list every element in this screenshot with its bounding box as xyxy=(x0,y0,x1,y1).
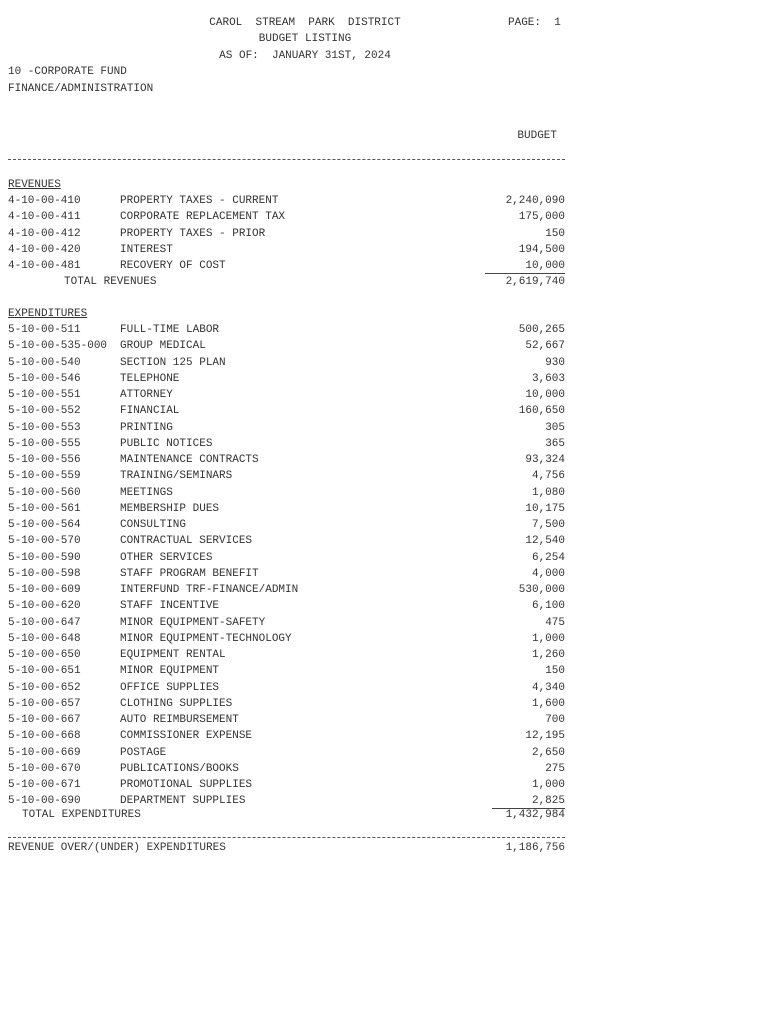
table-row xyxy=(8,323,565,339)
table-row xyxy=(8,599,565,615)
table-row xyxy=(8,210,565,226)
budget-amount: 1,260 xyxy=(531,649,565,661)
account-number: 5-10-00-555 xyxy=(8,437,81,450)
total-expenditures-label: TOTAL EXPENDITURES xyxy=(22,809,141,821)
fund-name: 10 -CORPORATE FUND xyxy=(8,66,127,78)
account-number: 5-10-00-651 xyxy=(8,665,81,678)
expenditures-heading: EXPENDITURES xyxy=(8,308,88,320)
account-number: 5-10-00-564 xyxy=(8,519,81,531)
budget-amount: 700 xyxy=(545,714,565,726)
account-number: 4-10-00-481 xyxy=(8,260,81,273)
budget-amount: 2,650 xyxy=(531,746,565,759)
table-row xyxy=(8,421,565,437)
account-description: GROUP MEDICAL xyxy=(120,340,206,353)
account-description: CONSULTING xyxy=(120,519,187,531)
account-number: 5-10-00-620 xyxy=(8,600,81,613)
account-description: INTEREST xyxy=(120,243,173,256)
account-description: POSTAGE xyxy=(120,746,167,759)
budget-amount: 475 xyxy=(545,616,565,629)
account-description: MEETINGS xyxy=(120,486,173,499)
account-number: 5-10-00-511 xyxy=(8,324,81,336)
account-number: 5-10-00-559 xyxy=(8,470,81,483)
budget-amount: 500,265 xyxy=(518,324,565,336)
budget-amount: 6,254 xyxy=(531,551,565,564)
account-description: RECOVERY OF COST xyxy=(120,260,226,273)
budget-amount: 150 xyxy=(545,665,565,678)
account-number: 5-10-00-598 xyxy=(8,567,81,580)
budget-amount: 2,825 xyxy=(492,794,565,809)
budget-amount: 1,000 xyxy=(531,632,565,645)
account-number: 5-10-00-648 xyxy=(8,632,81,645)
total-revenues-amount: 2,619,740 xyxy=(505,276,565,288)
account-description: EQUIPMENT RENTAL xyxy=(120,649,226,661)
budget-amount: 2,240,090 xyxy=(505,195,565,207)
account-description: COMMISSIONER EXPENSE xyxy=(120,730,253,743)
budget-amount: 530,000 xyxy=(518,584,565,596)
account-number: 4-10-00-410 xyxy=(8,195,81,207)
budget-amount: 4,340 xyxy=(531,681,565,694)
account-number: 5-10-00-671 xyxy=(8,779,81,791)
account-description: OFFICE SUPPLIES xyxy=(120,681,220,694)
table-row xyxy=(8,778,565,794)
budget-amount: 175,000 xyxy=(518,211,565,224)
table-row xyxy=(8,437,565,453)
account-number: 5-10-00-609 xyxy=(8,584,81,596)
table-row xyxy=(8,729,565,745)
account-number: 5-10-00-560 xyxy=(8,486,81,499)
budget-amount: 1,080 xyxy=(531,486,565,499)
budget-amount: 12,540 xyxy=(525,535,565,548)
table-row xyxy=(8,518,565,534)
account-description: DEPARTMENT SUPPLIES xyxy=(120,795,246,808)
footer-divider xyxy=(8,837,565,838)
account-number: 5-10-00-667 xyxy=(8,714,81,726)
table-row xyxy=(8,259,565,275)
table-row xyxy=(8,697,565,713)
budget-amount: 10,175 xyxy=(525,502,565,515)
account-description: TELEPHONE xyxy=(120,372,180,385)
account-description: INTERFUND TRF-FINANCE/ADMIN xyxy=(120,584,299,596)
budget-amount: 160,650 xyxy=(518,405,565,418)
account-description: CORPORATE REPLACEMENT TAX xyxy=(120,211,286,224)
budget-column-header: BUDGET xyxy=(517,130,557,142)
budget-amount: 4,756 xyxy=(531,470,565,483)
account-description: OTHER SERVICES xyxy=(120,551,213,564)
total-expenditures-amount: 1,432,984 xyxy=(505,809,565,821)
account-number: 5-10-00-647 xyxy=(8,616,81,629)
budget-amount: 7,500 xyxy=(531,519,565,531)
budget-amount: 194,500 xyxy=(518,243,565,256)
table-row xyxy=(8,243,565,259)
table-row xyxy=(8,713,565,729)
table-row xyxy=(8,502,565,518)
budget-amount: 275 xyxy=(545,762,565,775)
account-number: 5-10-00-546 xyxy=(8,372,81,385)
account-description: ATTORNEY xyxy=(120,389,173,401)
account-number: 5-10-00-570 xyxy=(8,535,81,548)
table-row xyxy=(8,534,565,550)
budget-amount: 6,100 xyxy=(531,600,565,613)
org-name: CAROL STREAM PARK DISTRICT xyxy=(209,17,401,29)
revenues-heading: REVENUES xyxy=(8,179,61,191)
table-row xyxy=(8,616,565,632)
table-row xyxy=(8,664,565,680)
department-name: FINANCE/ADMINISTRATION xyxy=(8,83,154,95)
account-description: MINOR EQUIPMENT-SAFETY xyxy=(120,616,266,629)
account-number: 5-10-00-551 xyxy=(8,389,81,401)
account-description: CONTRACTUAL SERVICES xyxy=(120,535,253,548)
account-description: PROPERTY TAXES - CURRENT xyxy=(120,195,279,207)
table-row xyxy=(8,551,565,567)
budget-amount: 150 xyxy=(545,227,565,240)
table-row xyxy=(8,339,565,355)
account-description: AUTO REIMBURSEMENT xyxy=(120,714,239,726)
table-row xyxy=(8,583,565,599)
page-number: PAGE: 1 xyxy=(508,17,561,29)
account-number: 4-10-00-411 xyxy=(8,211,81,224)
account-description: MAINTENANCE CONTRACTS xyxy=(120,454,259,466)
account-description: SECTION 125 PLAN xyxy=(120,356,226,369)
table-row xyxy=(8,404,565,420)
account-number: 4-10-00-420 xyxy=(8,243,81,256)
table-row xyxy=(8,681,565,697)
account-description: STAFF PROGRAM BENEFIT xyxy=(120,567,259,580)
account-description: PRINTING xyxy=(120,421,173,434)
budget-amount: 10,000 xyxy=(485,259,565,274)
account-number: 5-10-00-657 xyxy=(8,697,81,710)
table-row xyxy=(8,372,565,388)
net-label: REVENUE OVER/(UNDER) EXPENDITURES xyxy=(8,842,226,854)
account-number: 5-10-00-670 xyxy=(8,762,81,775)
table-row xyxy=(8,648,565,664)
budget-amount: 930 xyxy=(545,356,565,369)
account-number: 5-10-00-561 xyxy=(8,502,81,515)
net-amount: 1,186,756 xyxy=(505,842,565,854)
table-row xyxy=(8,194,565,210)
budget-amount: 93,324 xyxy=(525,454,565,466)
budget-amount: 1,600 xyxy=(531,697,565,710)
report-title: BUDGET LISTING xyxy=(258,33,352,45)
table-row xyxy=(8,746,565,762)
account-number: 5-10-00-553 xyxy=(8,421,81,434)
account-description: TRAINING/SEMINARS xyxy=(120,470,233,483)
table-row xyxy=(8,227,565,243)
account-description: MEMBERSHIP DUES xyxy=(120,502,220,515)
account-number: 5-10-00-690 xyxy=(8,795,81,808)
account-description: FULL-TIME LABOR xyxy=(120,324,220,336)
account-number: 5-10-00-552 xyxy=(8,405,81,418)
total-revenues-label: TOTAL REVENUES xyxy=(64,276,157,288)
account-description: CLOTHING SUPPLIES xyxy=(120,697,233,710)
account-description: PUBLIC NOTICES xyxy=(120,437,213,450)
table-row xyxy=(8,762,565,778)
account-description: PROMOTIONAL SUPPLIES xyxy=(120,779,253,791)
budget-amount: 52,667 xyxy=(525,340,565,353)
account-number: 5-10-00-556 xyxy=(8,454,81,466)
account-number: 5-10-00-540 xyxy=(8,356,81,369)
account-number: 5-10-00-535-000 xyxy=(8,340,108,353)
account-description: PROPERTY TAXES - PRIOR xyxy=(120,227,266,240)
budget-amount: 1,000 xyxy=(531,779,565,791)
table-row xyxy=(8,356,565,372)
budget-amount: 305 xyxy=(545,421,565,434)
budget-amount: 12,195 xyxy=(525,730,565,743)
account-description: PUBLICATIONS/BOOKS xyxy=(120,762,239,775)
table-row xyxy=(8,486,565,502)
budget-amount: 3,603 xyxy=(531,372,565,385)
budget-amount: 4,000 xyxy=(531,567,565,580)
as-of-date: AS OF: JANUARY 31ST, 2024 xyxy=(219,50,391,62)
budget-amount: 10,000 xyxy=(525,389,565,401)
account-number: 5-10-00-650 xyxy=(8,649,81,661)
account-number: 4-10-00-412 xyxy=(8,227,81,240)
account-number: 5-10-00-590 xyxy=(8,551,81,564)
table-row xyxy=(8,453,565,469)
budget-amount: 365 xyxy=(545,437,565,450)
header-divider xyxy=(8,159,565,160)
table-row xyxy=(8,567,565,583)
table-row xyxy=(8,632,565,648)
table-row xyxy=(8,469,565,485)
account-number: 5-10-00-652 xyxy=(8,681,81,694)
account-number: 5-10-00-668 xyxy=(8,730,81,743)
account-description: FINANCIAL xyxy=(120,405,180,418)
table-row xyxy=(8,388,565,404)
account-description: STAFF INCENTIVE xyxy=(120,600,220,613)
account-description: MINOR EQUIPMENT-TECHNOLOGY xyxy=(120,632,292,645)
account-description: MINOR EQUIPMENT xyxy=(120,665,220,678)
account-number: 5-10-00-669 xyxy=(8,746,81,759)
